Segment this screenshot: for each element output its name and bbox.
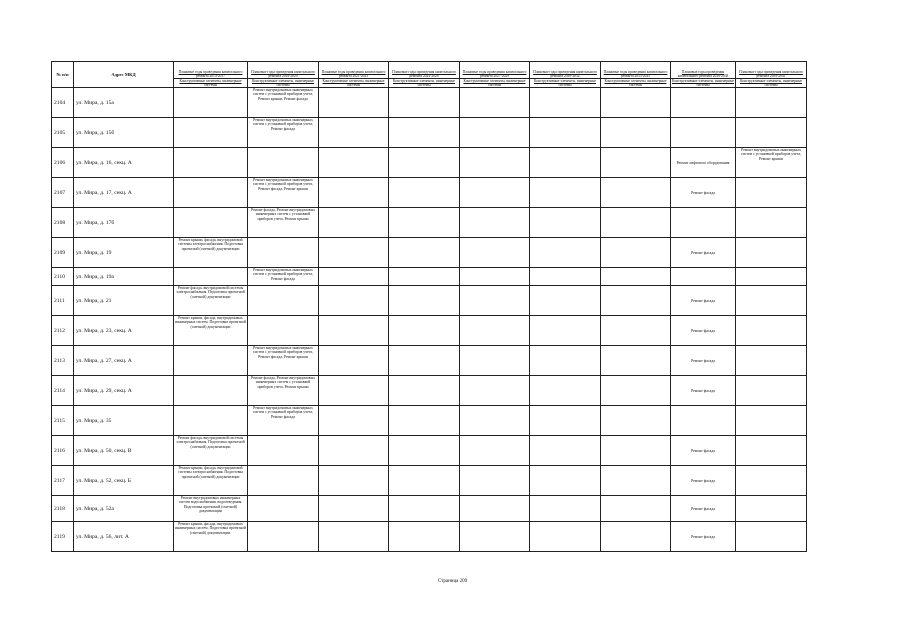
row-address: ул. Мира, д. 21	[74, 286, 174, 316]
work-cell	[460, 238, 530, 268]
work-cell	[736, 88, 807, 118]
work-cell	[736, 268, 807, 286]
work-cell	[389, 88, 460, 118]
work-cell	[319, 238, 389, 268]
work-cell: Ремонт фасада	[671, 238, 736, 268]
table-row	[52, 238, 807, 268]
row-number: 2108	[52, 208, 74, 238]
header-subtype: Конструктивные элементы, инженерные системы	[530, 79, 601, 88]
work-cell	[460, 466, 530, 496]
work-cell	[530, 208, 601, 238]
work-cell	[174, 88, 248, 118]
row-address: ул. Мира, д. 27, секц. А	[74, 346, 174, 376]
work-cell	[174, 376, 248, 406]
table-row	[52, 376, 807, 406]
work-cell	[671, 268, 736, 286]
work-cell	[319, 316, 389, 346]
work-cell: Ремонт крыши, фасада, внутридомовых инженерных систем. Подготовка проектной (сметной) документации	[174, 316, 248, 346]
work-cell	[174, 118, 248, 148]
work-cell	[460, 148, 530, 178]
header-subtype: Конструктивные элементы, инженерные системы	[672, 79, 734, 88]
work-cell	[601, 88, 671, 118]
row-number: 2116	[52, 436, 74, 466]
work-cell	[601, 268, 671, 286]
work-cell	[601, 406, 671, 436]
work-cell	[601, 496, 671, 522]
work-cell	[389, 148, 460, 178]
work-cell	[460, 376, 530, 406]
work-cell	[460, 522, 530, 552]
page-number: Страница 209	[437, 579, 468, 584]
header-period: Плановые годы проведения капитального ремонта 2018-2020	[248, 62, 319, 79]
row-address: ул. Мира, д. 17, секц. А	[74, 178, 174, 208]
row-number: 2111	[52, 286, 74, 316]
work-cell	[389, 522, 460, 552]
work-cell	[248, 466, 319, 496]
work-cell	[460, 88, 530, 118]
header-period: Плановые годы проведения капитального ремонта 2039-2041	[736, 62, 807, 79]
work-cell	[671, 118, 736, 148]
work-cell	[319, 436, 389, 466]
row-address: ул. Мира, д. 17б	[74, 208, 174, 238]
table-row	[52, 496, 807, 522]
work-cell	[601, 436, 671, 466]
header-subtype: Конструктивные элементы, инженерные системы	[174, 79, 248, 88]
header-period: Плановые годы проведения капитального ремонта 2024-2026	[389, 62, 460, 79]
table-row	[52, 466, 807, 496]
work-cell	[736, 316, 807, 346]
work-cell	[319, 178, 389, 208]
work-cell	[319, 118, 389, 148]
work-cell	[319, 376, 389, 406]
work-cell	[736, 496, 807, 522]
header-subtype: Конструктивные элементы, инженерные системы	[319, 79, 389, 88]
work-cell	[460, 268, 530, 286]
work-cell	[319, 268, 389, 286]
header-period: Плановые годы проведения капитального ремонта 2033-2035	[601, 62, 671, 79]
work-cell	[174, 406, 248, 436]
work-cell	[248, 238, 319, 268]
work-cell	[319, 148, 389, 178]
work-cell: Ремонт фасада, Ремонт внутридомовых инженерных систем с установкой приборов учета, Ремонт крыши	[248, 376, 319, 406]
work-cell	[736, 238, 807, 268]
work-cell	[736, 118, 807, 148]
work-cell	[736, 376, 807, 406]
work-cell: Ремонт внутридомовых инженерных систем с установкой приборов учета, Ремонт крыши, Ремонт фасада	[248, 88, 319, 118]
work-cell	[319, 406, 389, 436]
work-cell	[460, 208, 530, 238]
row-address: ул. Мира, д. 15а	[74, 88, 174, 118]
row-address: ул. Мира, д. 19а	[74, 268, 174, 286]
work-cell	[460, 496, 530, 522]
work-cell	[319, 522, 389, 552]
work-cell	[460, 178, 530, 208]
work-cell: Ремонт фасада, внутридомовой системы электроснабжения. Подготовка проектной (сметной) документации	[174, 436, 248, 466]
header-row	[52, 62, 807, 79]
work-cell	[248, 436, 319, 466]
work-cell	[530, 436, 601, 466]
row-address: ул. Мира, д. 52а	[74, 496, 174, 522]
row-address: ул. Мира, д. 29, секц. А	[74, 376, 174, 406]
work-cell	[530, 238, 601, 268]
row-address: ул. Мира, д. 15б	[74, 118, 174, 148]
work-cell: Ремонт фасада	[671, 346, 736, 376]
work-cell: Ремонт фасада	[671, 286, 736, 316]
work-cell	[460, 316, 530, 346]
work-cell	[530, 406, 601, 436]
work-cell	[601, 522, 671, 552]
work-cell	[389, 316, 460, 346]
work-cell	[530, 316, 601, 346]
header-period: Плановые годы проведения капитального ремонта 2014-2017	[174, 62, 248, 79]
work-cell: Ремонт внутридомовых инженерных систем с установкой приборов учета, Ремонт фасада	[248, 118, 319, 148]
work-cell	[736, 208, 807, 238]
repair-schedule-table	[51, 61, 807, 552]
work-cell: Ремонт фасада	[671, 376, 736, 406]
table-row	[52, 268, 807, 286]
work-cell	[319, 88, 389, 118]
work-cell	[460, 346, 530, 376]
work-cell	[319, 346, 389, 376]
work-cell	[601, 466, 671, 496]
table-row	[52, 436, 807, 466]
work-cell	[601, 316, 671, 346]
table-row	[52, 208, 807, 238]
work-cell: Ремонт фасада	[671, 466, 736, 496]
work-cell	[460, 286, 530, 316]
table-row	[52, 346, 807, 376]
work-cell	[319, 286, 389, 316]
row-address: ул. Мира, д. 52, секц. Б	[74, 466, 174, 496]
work-cell: Ремонт фасада, Ремонт внутридомовых инженерных систем с установкой приборов учета, Ремонт крыши	[248, 208, 319, 238]
row-number: 2119	[52, 522, 74, 552]
work-cell	[248, 148, 319, 178]
work-cell	[601, 376, 671, 406]
work-cell	[601, 346, 671, 376]
table-row	[52, 406, 807, 436]
header-subtype: Конструктивные элементы, инженерные системы	[248, 79, 319, 88]
table-row	[52, 148, 807, 178]
work-cell	[736, 286, 807, 316]
work-cell: Ремонт фасада	[671, 178, 736, 208]
row-number: 2106	[52, 148, 74, 178]
work-cell	[460, 436, 530, 466]
work-cell	[736, 346, 807, 376]
table-row	[52, 522, 807, 552]
work-cell	[389, 118, 460, 148]
work-cell	[389, 496, 460, 522]
work-cell: Ремонт внутридомовых инженерных систем с установкой приборов учета, Ремонт крыши	[736, 148, 807, 178]
work-cell: Ремонт внутридомовых инженерных систем с установкой приборов учета, Ремонт фасада, Ремонт крыши	[248, 346, 319, 376]
row-number: 2110	[52, 268, 74, 286]
work-cell	[736, 466, 807, 496]
work-cell: Ремонт внутридомовых инженерных систем с установкой приборов учета, Ремонт фасада, Ремонт крыши	[248, 178, 319, 208]
work-cell: Ремонт фасада	[671, 496, 736, 522]
work-cell	[389, 376, 460, 406]
work-cell	[389, 436, 460, 466]
table-row	[52, 316, 807, 346]
work-cell	[530, 268, 601, 286]
header-subtype: Конструктивные элементы, инженерные системы	[736, 79, 807, 88]
row-address: ул. Мира, д. 35	[74, 406, 174, 436]
work-cell	[248, 286, 319, 316]
work-cell	[601, 178, 671, 208]
work-cell	[319, 496, 389, 522]
header-subtype: Конструктивные элементы, инженерные системы	[601, 79, 671, 88]
work-cell	[460, 406, 530, 436]
work-cell: Ремонт внутридомовых инженерных систем с установкой приборов учета, Ремонт фасада	[248, 406, 319, 436]
row-number: 2112	[52, 316, 74, 346]
work-cell: Ремонт внутридомовых инженерных систем с установкой приборов учета, Ремонт фасада	[248, 268, 319, 286]
work-cell	[601, 148, 671, 178]
table-row	[52, 88, 807, 118]
work-cell: Ремонт фасада	[671, 436, 736, 466]
work-cell	[736, 436, 807, 466]
work-cell: Ремонт крыши, фасада, внутридомовых инженерных систем. Подготовка проектной (сметной) документации.	[174, 522, 248, 552]
work-cell: Ремонт фасада	[671, 316, 736, 346]
work-cell	[736, 178, 807, 208]
work-cell	[389, 466, 460, 496]
work-cell	[530, 88, 601, 118]
work-cell: Ремонт крыши, фасада, внутридомовой системы электроснабжения. Подготовка проектной (сметной) документации	[174, 466, 248, 496]
work-cell	[530, 466, 601, 496]
work-cell	[389, 346, 460, 376]
work-cell	[601, 118, 671, 148]
header-period: Плановые годы проведения капитального ремонта 2030-2032	[530, 62, 601, 79]
work-cell	[601, 286, 671, 316]
header-address: Адрес МКД	[74, 62, 174, 88]
work-cell	[530, 178, 601, 208]
row-number: 2114	[52, 376, 74, 406]
work-cell	[174, 208, 248, 238]
work-cell	[530, 522, 601, 552]
row-address: ул. Мира, д. 19	[74, 238, 174, 268]
work-cell	[736, 406, 807, 436]
work-cell	[736, 522, 807, 552]
row-number: 2107	[52, 178, 74, 208]
row-address: ул. Мира, д. 50, секц. В	[74, 436, 174, 466]
row-number: 2113	[52, 346, 74, 376]
work-cell	[389, 238, 460, 268]
row-number: 2105	[52, 118, 74, 148]
table-body	[52, 88, 807, 552]
work-cell	[248, 496, 319, 522]
work-cell: Ремонт внутридомовых инженерных систем водоснабжения, водоотведения. Подготовка проектной (сметной) документации	[174, 496, 248, 522]
row-number: 2118	[52, 496, 74, 522]
table-row	[52, 286, 807, 316]
work-cell	[530, 496, 601, 522]
work-cell: Ремонт крыши, фасада, внутридомовой системы электроснабжения. Подготовка проектной (сметной) документации	[174, 238, 248, 268]
work-cell	[174, 148, 248, 178]
header-period: Плановые годы проведения капитального ремонта 2021-2023	[319, 62, 389, 79]
work-cell	[389, 178, 460, 208]
work-cell	[248, 316, 319, 346]
work-cell	[530, 148, 601, 178]
work-cell	[174, 268, 248, 286]
row-number: 2109	[52, 238, 74, 268]
work-cell	[671, 406, 736, 436]
work-cell	[601, 208, 671, 238]
header-period: Плановые годы проведения капитального ремонта 2027-2029	[460, 62, 530, 79]
work-cell	[530, 286, 601, 316]
work-cell: Ремонт фасада	[671, 522, 736, 552]
work-cell	[601, 238, 671, 268]
work-cell	[174, 178, 248, 208]
table-row	[52, 178, 807, 208]
work-cell	[174, 346, 248, 376]
work-cell	[530, 346, 601, 376]
work-cell	[389, 286, 460, 316]
work-cell	[671, 208, 736, 238]
row-address: ул. Мира, д. 16, секц. А	[74, 148, 174, 178]
row-number: 2115	[52, 406, 74, 436]
work-cell	[671, 88, 736, 118]
work-cell	[248, 522, 319, 552]
row-address: ул. Мира, д. 56, лит. А	[74, 522, 174, 552]
work-cell	[389, 208, 460, 238]
row-number: 2117	[52, 466, 74, 496]
header-num: № п/п	[52, 62, 74, 88]
work-cell	[530, 118, 601, 148]
work-cell: Ремонт фасада, внутридомовой системы электроснабжения. Подготовка проектной (сметной) документации	[174, 286, 248, 316]
work-cell	[530, 376, 601, 406]
work-cell	[389, 406, 460, 436]
work-cell: Ремонт лифтового оборудования	[671, 148, 736, 178]
header-subtype: Конструктивные элементы, инженерные системы	[460, 79, 530, 88]
work-cell	[389, 268, 460, 286]
row-address: ул. Мира, д. 23, секц. А	[74, 316, 174, 346]
row-number: 2104	[52, 88, 74, 118]
work-cell	[460, 118, 530, 148]
table-row	[52, 118, 807, 148]
header-subtype: Конструктивные элементы, инженерные системы	[389, 79, 460, 88]
work-cell	[319, 208, 389, 238]
header-period: Плановые годы проведения капитального ремонта 2036-2038	[671, 62, 736, 79]
work-cell	[319, 466, 389, 496]
